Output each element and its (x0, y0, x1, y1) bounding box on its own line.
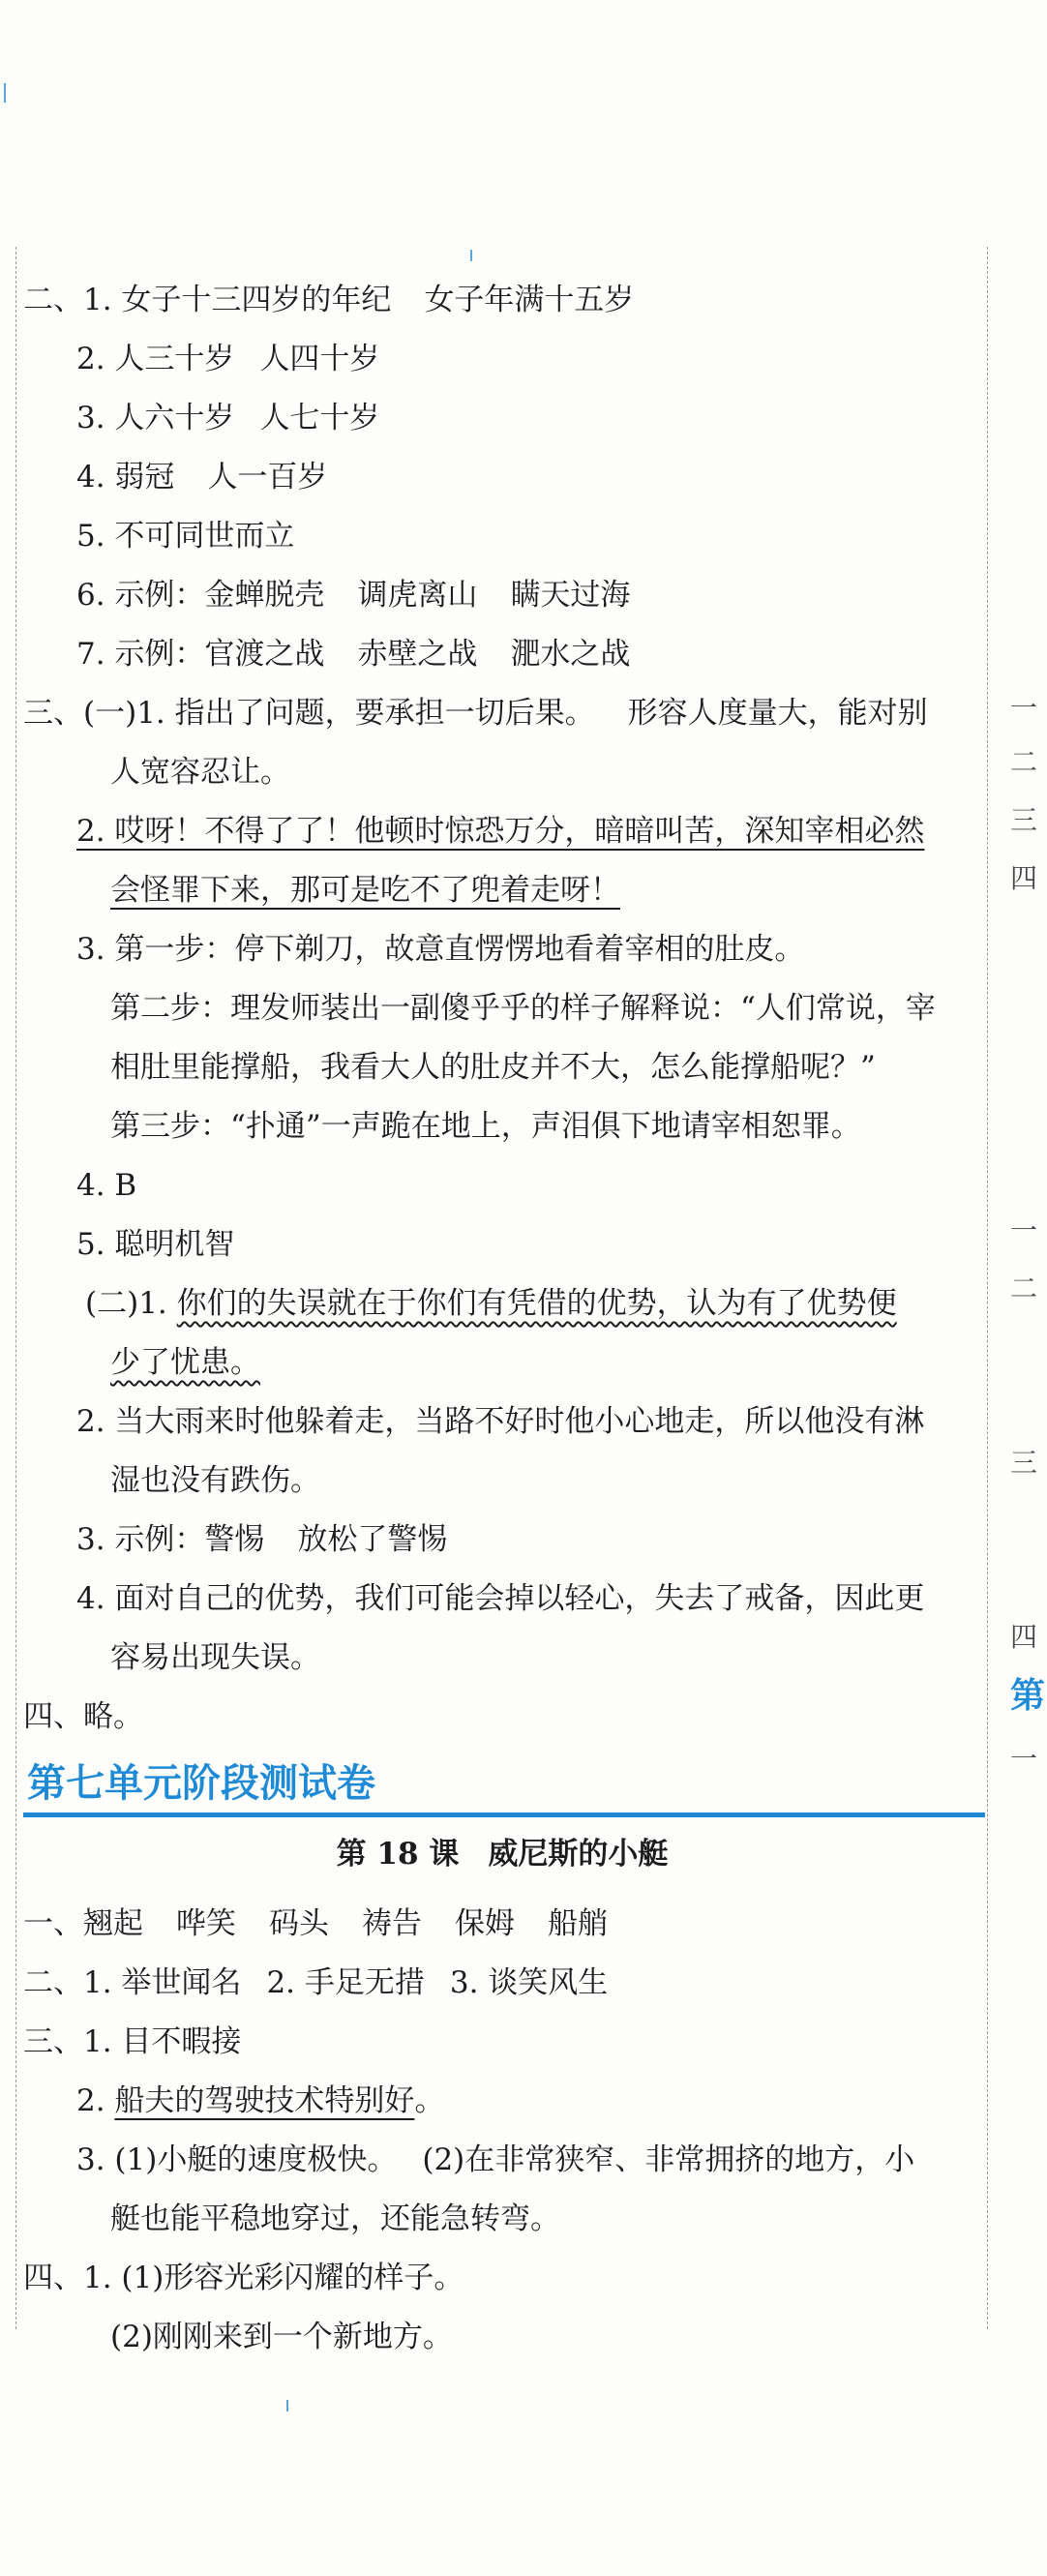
underlined-answer: 会怪罪下来，那可是吃不了兜着走呀！ (110, 873, 620, 908)
answer-text: (2)在非常狭窄、非常拥挤的地方，小 (422, 2142, 915, 2177)
answer-line (23, 1688, 981, 1747)
answer-text: 4. 面对自己的优势，我们可能会掉以轻心，失去了戒备，因此更 (76, 1581, 925, 1616)
answer-text: (2)刚刚来到一个新地方。 (110, 2320, 453, 2354)
section-title: 第七单元阶段测试卷 (23, 1754, 985, 1817)
answer-text: 放松了警惕 (297, 1522, 448, 1557)
answer-text: 二、1. 女子十三四岁的年纪 (23, 283, 392, 317)
answer-text: 7. 示例：官渡之战 (76, 637, 325, 672)
answer-text: 第三步：“扑通”一声跪在地上，声泪俱下地请宰相恕罪。 (110, 1109, 861, 1144)
edge-mark (4, 83, 6, 103)
answer-text: 三、(一)1. 指出了问题，要承担一切后果。 (23, 696, 595, 731)
answer-text: 三、1. 目不暇接 (23, 2024, 242, 2059)
answer-text: 人七十岁 (259, 401, 380, 435)
underlined-answer: 2. 哎呀！不得了了！他顿时惊恐万分，暗暗叫苦，深知宰相必然 (76, 814, 925, 849)
lesson-number: 第 18 课 (336, 1837, 460, 1872)
answer-text: 3. (1)小艇的速度极快。 (76, 2142, 398, 2177)
answer-text: 6. 示例：金蝉脱壳 (76, 578, 325, 613)
answer-line (23, 979, 981, 1038)
answer-text: 3. 人六十岁 (76, 401, 235, 435)
answer-text: 码头 (269, 1906, 329, 1941)
answer-line (23, 1570, 981, 1629)
answer-text: 2. 当大雨来时他躲着走，当路不好时他小心地走，所以他没有淋 (76, 1404, 925, 1439)
edge-fragment: 二 (1010, 746, 1038, 778)
answer-line (23, 1156, 981, 1215)
answer-line (23, 507, 981, 566)
edge-fragment: 四 (1010, 862, 1038, 894)
answer-line (23, 1511, 981, 1570)
answer-line (23, 684, 981, 743)
answer-line (23, 861, 981, 920)
answer-text: 四、1. (1)形容光彩闪耀的样子。 (23, 2261, 464, 2295)
answer-text: 容易出现失误。 (110, 1640, 320, 1675)
underlined-answer: 船夫的驾驶技术特别好 (114, 2083, 415, 2118)
wavy-underlined-answer: 你们的失误就在于你们有凭借的优势，认为有了优势便 (176, 1286, 897, 1321)
answer-text: 3. 谈笑风生 (449, 1965, 609, 2000)
answer-text: 2. 人三十岁 (76, 342, 235, 376)
edge-fragment: 三 (1010, 1447, 1038, 1479)
answer-line (23, 1274, 981, 1333)
answer-text: 二、1. 举世闻名 (23, 1965, 242, 2000)
answer-line (23, 448, 981, 507)
answer-line (23, 1629, 981, 1688)
wavy-underlined-answer: 少了忧患。 (110, 1345, 260, 1380)
answer-text: 哗笑 (176, 1906, 236, 1941)
edge-fragment: 一 (1010, 1743, 1038, 1775)
answer-text: 淝水之战 (510, 637, 631, 672)
lesson-title (23, 1817, 981, 1891)
answer-text: 4. 弱冠 (76, 460, 175, 494)
answer-text: 人四十岁 (259, 342, 380, 376)
answer-line (23, 1393, 981, 1452)
edge-fragment: 第 (1010, 1676, 1046, 1716)
answer-text: 5. 不可同世而立 (76, 519, 295, 554)
answer-line (23, 625, 981, 684)
answer-text: 3. 第一步：停下剃刀，故意直愣愣地看着宰相的肚皮。 (76, 932, 805, 967)
answer-text: 3. 示例：警惕 (76, 1522, 265, 1557)
answer-text: 4. B (76, 1168, 137, 1203)
answer-line (23, 1333, 981, 1393)
answer-line (23, 2190, 981, 2249)
answer-line (23, 1954, 981, 2013)
adjacent-page-edge (1002, 0, 1047, 2576)
answer-text: 女子年满十五岁 (424, 283, 635, 317)
answer-text: 湿也没有跌伤。 (110, 1463, 320, 1498)
answer-text: 相肚里能撑船，我看大人的肚皮并不大，怎么能撑船呢？” (110, 1050, 876, 1085)
answer-text: 人宽容忍让。 (110, 755, 290, 790)
answer-line (23, 920, 981, 979)
top-mark (470, 250, 472, 261)
answer-text: 保姆 (455, 1906, 515, 1941)
right-dashed-rule (987, 247, 988, 2329)
answer-text: 。 (414, 2083, 445, 2118)
answer-line (23, 271, 981, 330)
answer-line (23, 1895, 981, 1954)
answer-line (23, 2131, 981, 2190)
answer-text: 船艄 (548, 1906, 608, 1941)
answer-line (23, 1038, 981, 1097)
answer-line (23, 743, 981, 802)
answer-line (23, 2072, 981, 2131)
bottom-mark (286, 2400, 288, 2411)
answer-line (23, 1215, 981, 1274)
answer-line (23, 2013, 981, 2072)
answer-text: 一、翘起 (23, 1906, 143, 1941)
answer-line (23, 389, 981, 448)
answer-text: 调虎离山 (357, 578, 478, 613)
answer-line (23, 1452, 981, 1511)
answer-line (23, 566, 981, 625)
answer-text: 2. (76, 2083, 105, 2118)
answer-line (23, 2249, 981, 2308)
edge-fragment: 一 (1010, 1214, 1038, 1246)
answer-line (23, 330, 981, 389)
answer-text: 瞒天过海 (510, 578, 631, 613)
answer-text: 赤壁之战 (357, 637, 478, 672)
edge-fragment: 二 (1010, 1273, 1038, 1304)
left-dashed-rule (15, 247, 16, 2329)
answer-text: 形容人度量大，能对别 (627, 696, 928, 731)
answer-text: 2. 手足无措 (266, 1965, 425, 2000)
answer-line (23, 2308, 981, 2367)
answer-text: (二)1. (85, 1286, 167, 1321)
answer-text: 第二步：理发师装出一副傻乎乎的样子解释说：“人们常说，宰 (110, 991, 936, 1026)
answer-line (23, 1097, 981, 1156)
answer-text: 艇也能平稳地穿过，还能急转弯。 (110, 2202, 560, 2236)
answer-text: 人一百岁 (207, 460, 328, 494)
answer-text: 四、略。 (23, 1699, 143, 1734)
answer-text: 祷告 (362, 1906, 422, 1941)
answer-content (23, 271, 981, 2367)
edge-fragment: 四 (1010, 1621, 1038, 1653)
answer-line (23, 802, 981, 861)
lesson-name: 威尼斯的小艇 (488, 1837, 669, 1872)
edge-fragment: 三 (1010, 804, 1038, 836)
edge-fragment: 一 (1010, 692, 1038, 724)
answer-text: 5. 聪明机智 (76, 1227, 235, 1262)
